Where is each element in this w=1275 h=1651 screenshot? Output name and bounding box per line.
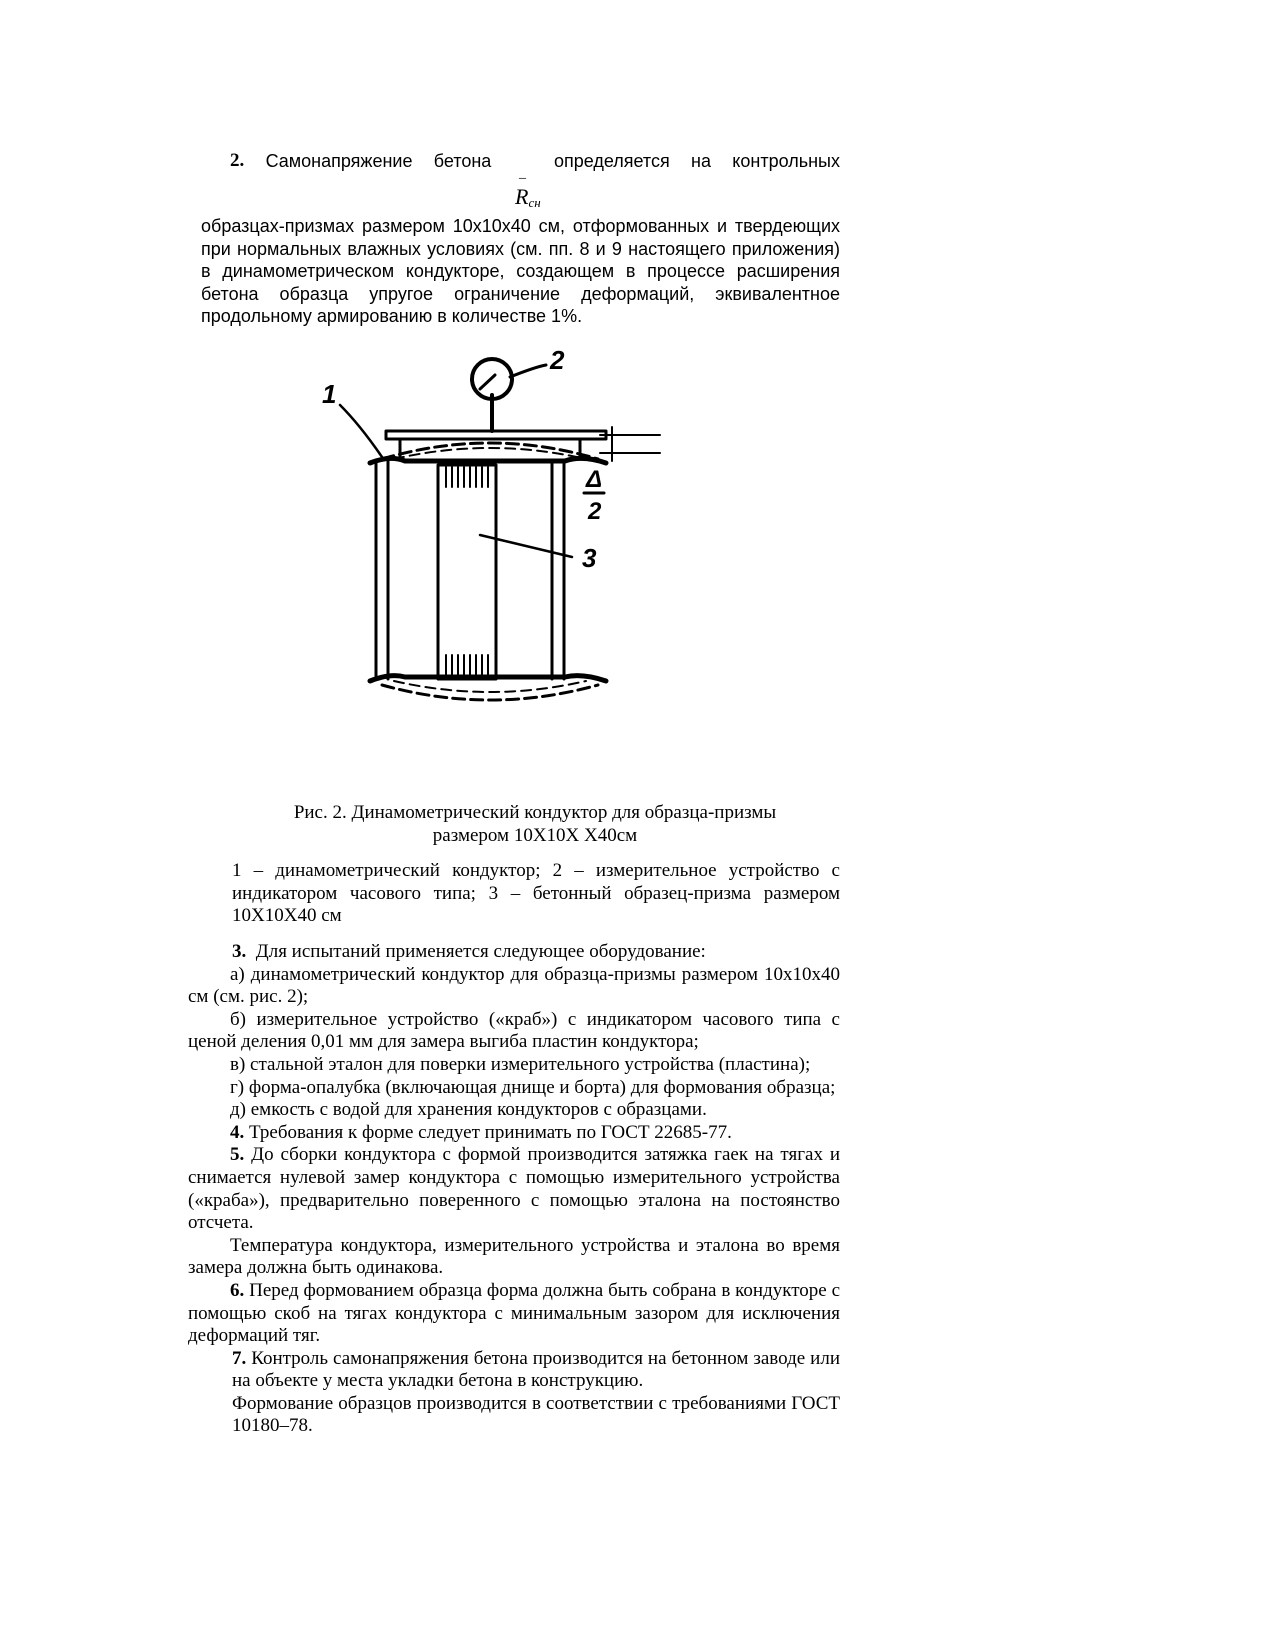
figure-legend: 1 – динамометрический кондуктор; 2 – измерительное устройство с индикатором часового типа; 3 – бетонный образец-призма размером 10Х10Х40 см [232,860,840,927]
section-5 [188,1144,840,1234]
section-4-number: 4. [230,1121,245,1143]
label-3: 3 [582,543,597,573]
label-1: 1 [322,379,337,409]
symbol-base [515,184,541,211]
top-bulge-dashed [382,443,598,459]
leader-3 [480,535,572,557]
symbol-bar: _ [519,166,526,181]
section-2-word-5: контрольных [732,151,840,171]
label-delta-den: 2 [588,498,602,525]
section-2-word-3: определяется [553,151,670,171]
section-7 [188,1348,840,1393]
leader-2 [510,365,546,377]
section-4 [188,1122,840,1145]
section-7-paragraph-2: Формование образцов производится в соответствии с требованиями ГОСТ 10180–78. [232,1392,840,1437]
specimen-prism [438,465,496,679]
label-delta: Δ [586,466,603,493]
section-3-item-a: а) динамометрический кондуктор для образца-призмы размером 10х10х40 см (см. рис. 2); [188,963,840,1008]
section-2-body: образцах-призмах размером 10х10х40 см, отформованных и твердеющих при нормальных влажных условиях (см. пп. 8 и 9 настоящего приложения) в динамометрическом кондукторе, создающем в процессе расширения бетона образца упругое ограничение деформаций, эквивалентное продольному армированию в количестве 1%. [201,216,840,327]
figure-caption-line-1: Рис. 2. Динамометрический кондуктор для образца-призмы [293,802,777,823]
symbol-r-sn [515,166,555,210]
anchors-top [446,467,488,487]
section-2-number: 2. [230,150,245,171]
section-6-text: Перед формованием образца форма должна быть собрана в кондукторе с помощью скоб на тягах кондуктора с минимальным зазором для исключения деформаций тяг. [188,1279,841,1347]
figure-dynamometric-jig [322,345,680,745]
section-6 [188,1280,840,1348]
section-5-paragraph-2: Температура кондуктора, измерительного устройства и эталона во время замера должна быть одинакова. [188,1234,840,1279]
symbol-subscript: сн [528,195,541,210]
bottom-bulge-dashed-2 [394,681,586,692]
section-2-number-and-word [230,150,244,173]
section-3-item-d: г) форма-опалубка (включающая днище и борта) для формования образца; [230,1076,836,1098]
section-4-text: Требования к форме следует принимать по ГОСТ 22685-77. [249,1121,732,1143]
section-3-item-e: д) емкость с водой для хранения кондукторов с образцами. [230,1099,707,1121]
section-7-number: 7. [232,1347,247,1369]
section-2-word-2: бетона [433,151,492,171]
gauge-needle [480,375,495,389]
figure-caption-line-2: размером 10Х10Х Х40см [432,825,638,846]
section-3-item-b: б) измерительное устройство («краб») с индикатором часового типа с ценой деления 0,01 мм для замера выгиба пластин кондуктора; [188,1008,840,1053]
section-3-intro [188,941,840,964]
leader-1 [340,405,382,457]
section-2-word-4: на [691,151,711,171]
label-2: 2 [550,345,565,375]
section-2-word-1: Самонапряжение [265,151,413,171]
top-plate [386,431,606,439]
section-6-number: 6. [230,1279,245,1301]
section-5-number: 5. [230,1144,245,1166]
section-3-intro-text: Для испытаний применяется следующее оборудование: [255,941,706,962]
section-3-number: 3. [232,941,247,962]
section-5-text: До сборки кондуктора с формой производится затяжка гаек на тягах и снимается нулевой замер кондуктора с помощью измерительного устройства («краба»), предварительно поверенного с помощью эталона на постоянство отсчета. [188,1144,840,1234]
section-3-item-c: в) стальной эталон для поверки измерительного устройства (пластина); [230,1053,811,1075]
anchors-bottom [446,655,488,675]
sections-body [188,941,840,1438]
symbol-letter: R [515,184,529,209]
section-7-text: Контроль самонапряжения бетона производится на бетонном заводе или на объекте у места укладки бетона в конструкцию. [232,1347,840,1392]
top-plate-jig [370,458,606,463]
